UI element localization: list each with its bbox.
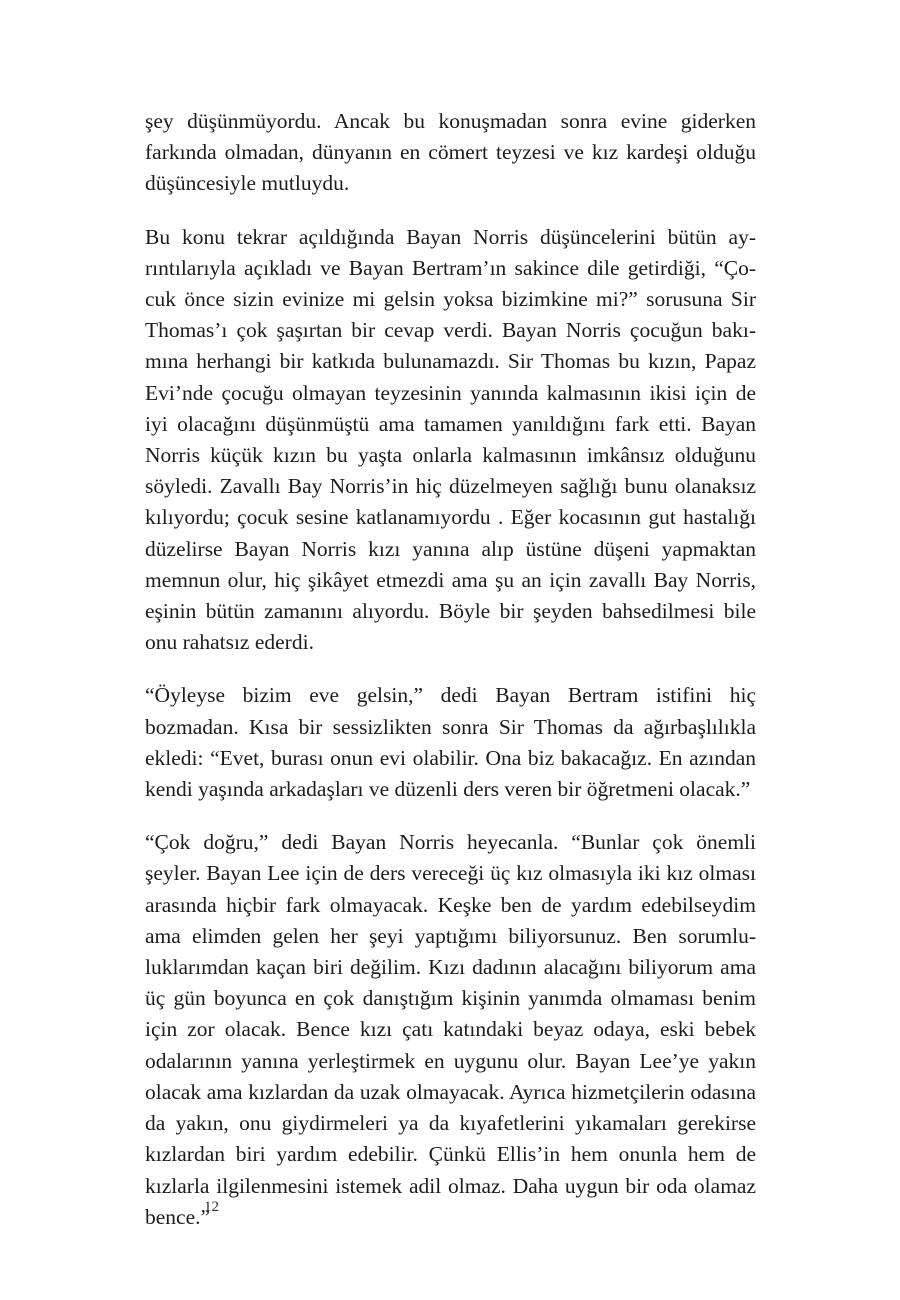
paragraph-2: Bu konu tekrar açıldığında Bayan Norris düşüncelerini bütün ayrıntılarıyla açıkladı ve Bayan Bertram’ın sakince dile getirdiği, “Çocuk önce sizin evinize mi gelsin yoksa bizimkine mi?” sorusuna Sir Thomas’ı çok şaşırtan bir cevap verdi. Bayan Norris çocuğun bakımına herhangi bir katkıda bulunamazdı. Sir Thomas bu kızın, Papaz Evi’nde çocuğu olmayan teyzesinin yanında kalmasının ikisi için de iyi olacağını düşünmüştü ama tamamen yanıldığını fark etti. Bayan Norris küçük kızın bu yaşta onlarla kalmasının imkânsız olduğunu söyledi. Zavallı Bay Norris’in hiç düzelmeyen sağlığı bunu olanaksız kılıyordu; çocuk sesine katlanamıyordu . Eğer kocasının gut hastalığı düzelirse Bayan Norris kızı yanına alıp üstüne düşeni yapmaktan memnun olur, hiç şikâyet etmezdi ama şu an için zavallı Bay Norris, eşinin bütün zamanını alıyordu. Böyle bir şeyden bahsedilmesi bile onu rahatsız ederdi. [145,224,756,655]
paragraph-3: “Öyleyse bizim eve gelsin,” dedi Bayan Bertram istifini hiç bozmadan. Kısa bir sessizlikten sonra Sir Thomas da ağırbaşlılıkla ekledi: “Evet, burası onun evi olabilir. Ona biz bakacağız. En azından kendi yaşında arkadaşları ve düzenli ders veren bir öğretmeni olacak.” [145,683,756,802]
paragraph-4: “Çok doğru,” dedi Bayan Norris heyecanla. “Bunlar çok önemli şeyler. Bayan Lee için de ders vereceği üç kız olmasıyla iki kız olması arasında hiçbir fark olmayacak. Keşke ben de yardım edebilseydim ama elimden gelen her şeyi yaptığımı biliyorsunuz. Ben sorumluluklarımdan kaçan biri değilim. Kızı dadının alacağını biliyorum ama üç gün boyunca en çok danıştığım kişinin yanımda olmaması benim için zor olacak. Bence kızı çatı katındaki beyaz odaya, eski bebek odalarının yanına yerleştirmek en uygunu olur. Bayan Lee’ye yakın olacak ama kızlardan da uzak olmayacak. Ayrıca hizmetçilerin odasına da yakın, onu giydirmeleri ya da kıyafetlerini yıkamaları gerekirse kızlardan biri yardım edebilir. Çünkü Ellis’in hem onunla hem de kızlarla ilgilenmesini istemek adil olmaz. Daha uygun bir oda olamaz bence.” [145,830,756,1229]
page-number: 12 [204,1199,219,1215]
paragraph-1: şey düşünmüyordu. Ancak bu konuşmadan sonra evine giderken farkında olmadan, dünyanın en cömert teyzesi ve kız kardeşi olduğu düşüncesiyle mutluydu. [145,109,756,196]
page-body [145,106,756,1255]
